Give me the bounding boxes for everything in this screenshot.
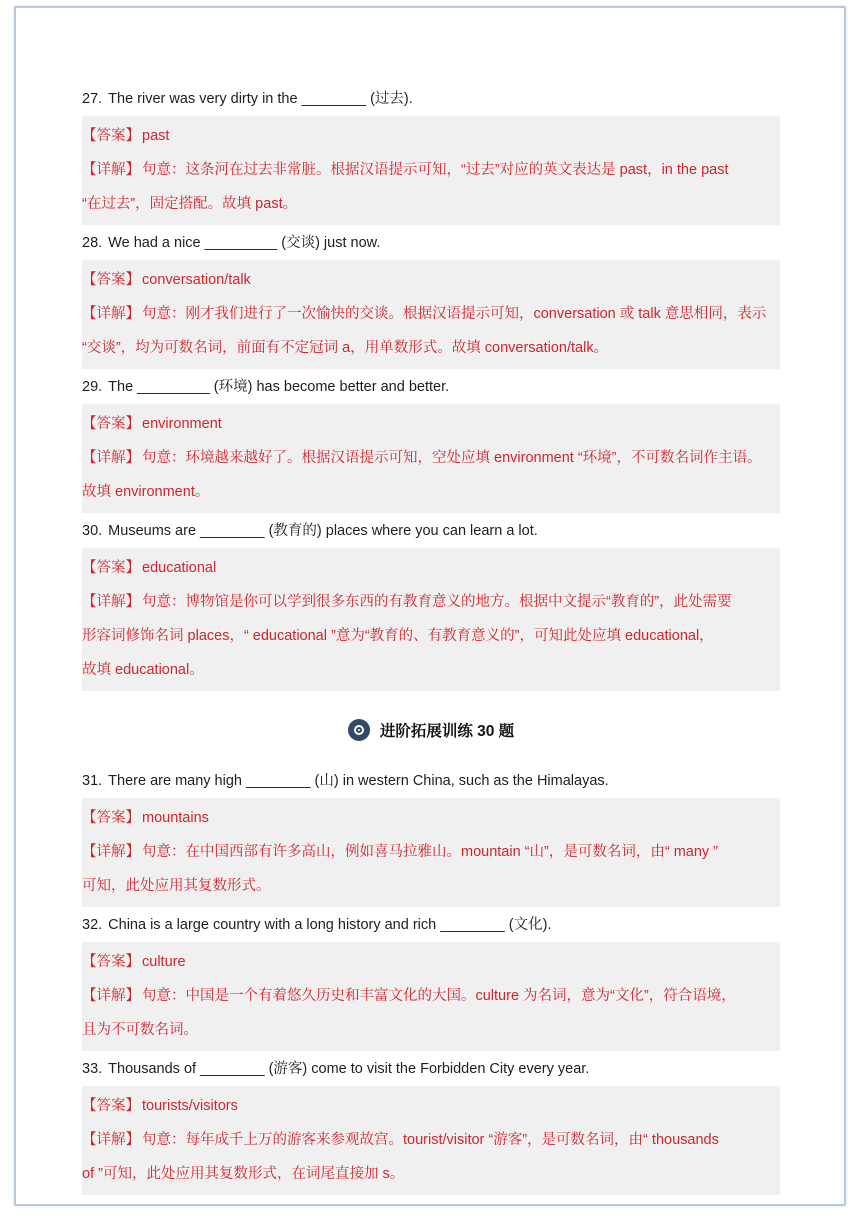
explain-tag: 【详解】 [82, 162, 140, 178]
answer-tag: 【答案】 [82, 954, 140, 970]
explanation-line [82, 979, 780, 1013]
explanation-text: 句意：刚才我们进行了一次愉快的交谈。根据汉语提示可知，conversation 或 talk 意思相同，表示 [142, 306, 767, 322]
question-item [82, 516, 780, 546]
explanation-line [82, 835, 780, 869]
explain-tag: 【详解】 [82, 306, 140, 322]
explanation-text: 且为不可数名词。 [82, 1022, 198, 1038]
explanation-line [82, 331, 780, 365]
target-icon [348, 719, 370, 741]
question-number: 27. [82, 91, 103, 107]
explanation-line [82, 1123, 780, 1157]
explanation-text: 形容词修饰名词 places，“ educational ”意为“教育的、有教育意义的”，可知此处应填 educational， [82, 628, 714, 644]
explanation-line [82, 653, 780, 687]
explanation-text: “交谈”，均为可数名词，前面有不定冠词 a，用单数形式。故填 conversation/talk。 [82, 340, 609, 356]
answer-value: conversation/talk [142, 272, 251, 288]
explanation-text: 句意：每年成千上万的游客来参观故宫。tourist/visitor “游客”，是可数名词，由“ thousands [142, 1132, 719, 1148]
answer-tag: 【答案】 [82, 810, 140, 826]
exercise-list-part1 [82, 84, 780, 691]
answer-tag: 【答案】 [82, 416, 140, 432]
explanation-text: “在过去”，固定搭配。故填 past。 [82, 196, 298, 212]
answer-line [82, 801, 780, 835]
explain-tag: 【详解】 [82, 1132, 140, 1148]
explanation-line [82, 619, 780, 653]
answer-box [82, 548, 780, 691]
question-number: 30. [82, 523, 103, 539]
explanation-text: 句意：这条河在过去非常脏。根据汉语提示可知，“过去”对应的英文表达是 past，in the past [142, 162, 729, 178]
explanation-line [82, 153, 780, 187]
answer-value: tourists/visitors [142, 1098, 238, 1114]
answer-line [82, 551, 780, 585]
question-number: 29. [82, 379, 103, 395]
explanation-text: of ”可知，此处应用其复数形式，在词尾直接加 s。 [82, 1166, 405, 1182]
document-content [82, 84, 780, 1198]
question-text: Thousands of ________ (游客) come to visit the Forbidden City every year. [108, 1061, 590, 1077]
explanation-text: 句意：在中国西部有许多高山，例如喜马拉雅山。mountain “山”，是可数名词，由“ many ” [142, 844, 719, 860]
answer-value: environment [142, 416, 222, 432]
explanation-line [82, 869, 780, 903]
question-text: The _________ (环境) has become better and better. [108, 379, 450, 395]
question-number: 32. [82, 917, 103, 933]
exercise-list-part2 [82, 766, 780, 1195]
explanation-line [82, 187, 780, 221]
section-header [82, 694, 780, 766]
answer-tag: 【答案】 [82, 272, 140, 288]
section-title: 进阶拓展训练 30 题 [379, 723, 515, 740]
explain-tag: 【详解】 [82, 450, 140, 466]
answer-tag: 【答案】 [82, 1098, 140, 1114]
question-item [82, 910, 780, 940]
explanation-text: 故填 environment。 [82, 484, 210, 500]
explanation-text: 句意：中国是一个有着悠久历史和丰富文化的大国。culture 为名词，意为“文化”，符合语境， [142, 988, 736, 1004]
answer-line [82, 945, 780, 979]
answer-line [82, 263, 780, 297]
question-text: There are many high ________ (山) in western China, such as the Himalayas. [108, 773, 609, 789]
question-text: The river was very dirty in the ________ (过去). [108, 91, 413, 107]
question-item [82, 228, 780, 258]
explanation-line [82, 1157, 780, 1191]
answer-line [82, 119, 780, 153]
answer-line [82, 1089, 780, 1123]
explanation-line [82, 441, 780, 475]
answer-value: past [142, 128, 170, 144]
question-text: China is a large country with a long history and rich ________ (文化). [108, 917, 552, 933]
question-item [82, 1054, 780, 1084]
answer-box [82, 1086, 780, 1195]
explanation-text: 故填 educational。 [82, 662, 204, 678]
explanation-text: 句意：环境越来越好了。根据汉语提示可知，空处应填 environment “环境”，不可数名词作主语。 [142, 450, 762, 466]
question-item [82, 766, 780, 796]
answer-tag: 【答案】 [82, 128, 140, 144]
answer-box [82, 260, 780, 369]
question-number: 28. [82, 235, 103, 251]
question-item [82, 84, 780, 114]
explanation-line [82, 1013, 780, 1047]
answer-box [82, 942, 780, 1051]
answer-box [82, 116, 780, 225]
explanation-text: 可知，此处应用其复数形式。 [82, 878, 271, 894]
answer-box [82, 798, 780, 907]
question-item [82, 372, 780, 402]
explanation-text: 句意：博物馆是你可以学到很多东西的有教育意义的地方。根据中文提示“教育的”，此处需要 [142, 594, 732, 610]
explain-tag: 【详解】 [82, 594, 140, 610]
question-number: 33. [82, 1061, 103, 1077]
answer-tag: 【答案】 [82, 560, 140, 576]
explanation-line [82, 475, 780, 509]
question-number: 31. [82, 773, 103, 789]
explanation-line [82, 297, 780, 331]
answer-box [82, 404, 780, 513]
question-text: We had a nice _________ (交谈) just now. [108, 235, 381, 251]
explanation-line [82, 585, 780, 619]
explain-tag: 【详解】 [82, 988, 140, 1004]
answer-value: educational [142, 560, 217, 576]
question-text: Museums are ________ (教育的) places where you can learn a lot. [108, 523, 538, 539]
explain-tag: 【详解】 [82, 844, 140, 860]
answer-value: culture [142, 954, 186, 970]
answer-value: mountains [142, 810, 209, 826]
answer-line [82, 407, 780, 441]
